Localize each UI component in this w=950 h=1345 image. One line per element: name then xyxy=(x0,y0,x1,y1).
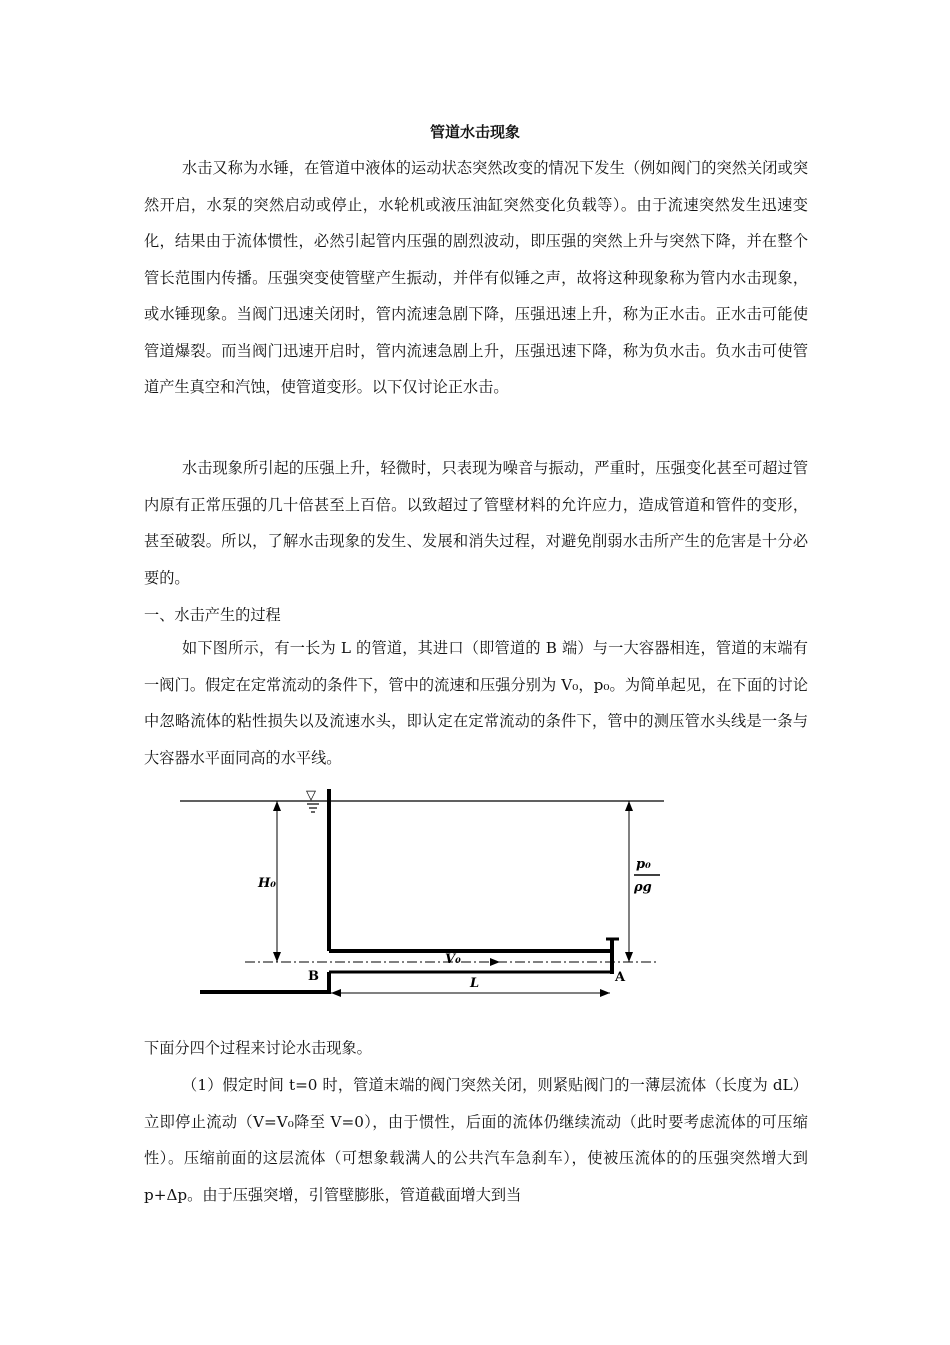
section-heading-process: 一、水击产生的过程 xyxy=(144,606,281,624)
paragraph-intro: 水击又称为水锤，在管道中液体的运动状态突然改变的情况下发生（例如阀门的突然关闭或突然开启，水泵的突然启动或停止，水轮机或液压油缸突然变化负载等）。由于流速突然发生迅速变化，结果由于流体惯性，必然引起管内压强的剧烈波动，即压强的突然上升与突然下降，并在整个管长范围内传播。压强突变使管壁产生振动，并伴有似锤之声，故将这种现象称为管内水击现象，或水锤现象。当阀门迅速关闭时，管内流速急剧下降，压强迅速上升，称为正水击。正水击可能使管道爆裂。而当阀门迅速开启时，管内流速急剧上升，压强迅速下降，称为负水击。负水击可使管道产生真空和汽蚀，使管道变形。以下仅讨论正水击。 xyxy=(144,159,808,396)
page-title: 管道水击现象 xyxy=(429,123,520,141)
paragraph-four-processes: 下面分四个过程来讨论水击现象。 xyxy=(144,1039,372,1057)
label-h0: H₀ xyxy=(258,876,276,891)
paragraph-consequences: 水击现象所引起的压强上升，轻微时，只表现为噪音与振动，严重时，压强变化甚至可超过管内原有正常压强的几十倍甚至上百倍。以致超过了管壁材料的允许应力，造成管道和管件的变形，甚至破裂。所以，了解水击现象的发生、发展和消失过程，对避免削弱水击所产生的危害是十分必要的。 xyxy=(144,459,808,587)
pipe-diagram xyxy=(170,783,670,1003)
label-p0-denominator: ρg xyxy=(634,880,652,895)
water-surface-icon: ▽ xyxy=(306,788,316,803)
label-a: A xyxy=(615,970,626,985)
label-b: B xyxy=(308,969,319,984)
paragraph-setup: 如下图所示，有一长为 L 的管道，其进口（即管道的 B 端）与一大容器相连，管道的末端有一阀门。假定在定常流动的条件下，管中的流速和压强分别为 V₀，p₀。为简单起见，在下面的讨论中忽略流体的粘性损失以及流速水头，即认定在定常流动的条件下，管中的测压管水头线是一条与大容器水平面同高的水平线。 xyxy=(144,639,808,767)
flow-direction-arrow xyxy=(490,958,500,966)
paragraph-process-one: （1）假定时间 t=0 时，管道末端的阀门突然关闭，则紧贴阀门的一薄层流体（长度为 dL）立即停止流动（V=V₀降至 V=0），由于惯性，后面的流体仍继续流动（此时要考虑流体的可压缩性）。压缩前面的这层流体（可想象载满人的公共汽车急刹车），使被压流体的的压强突然增大到 p+Δp。由于压强突增，引管壁膨胀，管道截面增大到当 xyxy=(144,1076,808,1204)
label-p0-numerator: p₀ xyxy=(636,857,651,872)
label-v0: V₀ xyxy=(445,952,461,967)
label-l: L xyxy=(470,976,480,991)
